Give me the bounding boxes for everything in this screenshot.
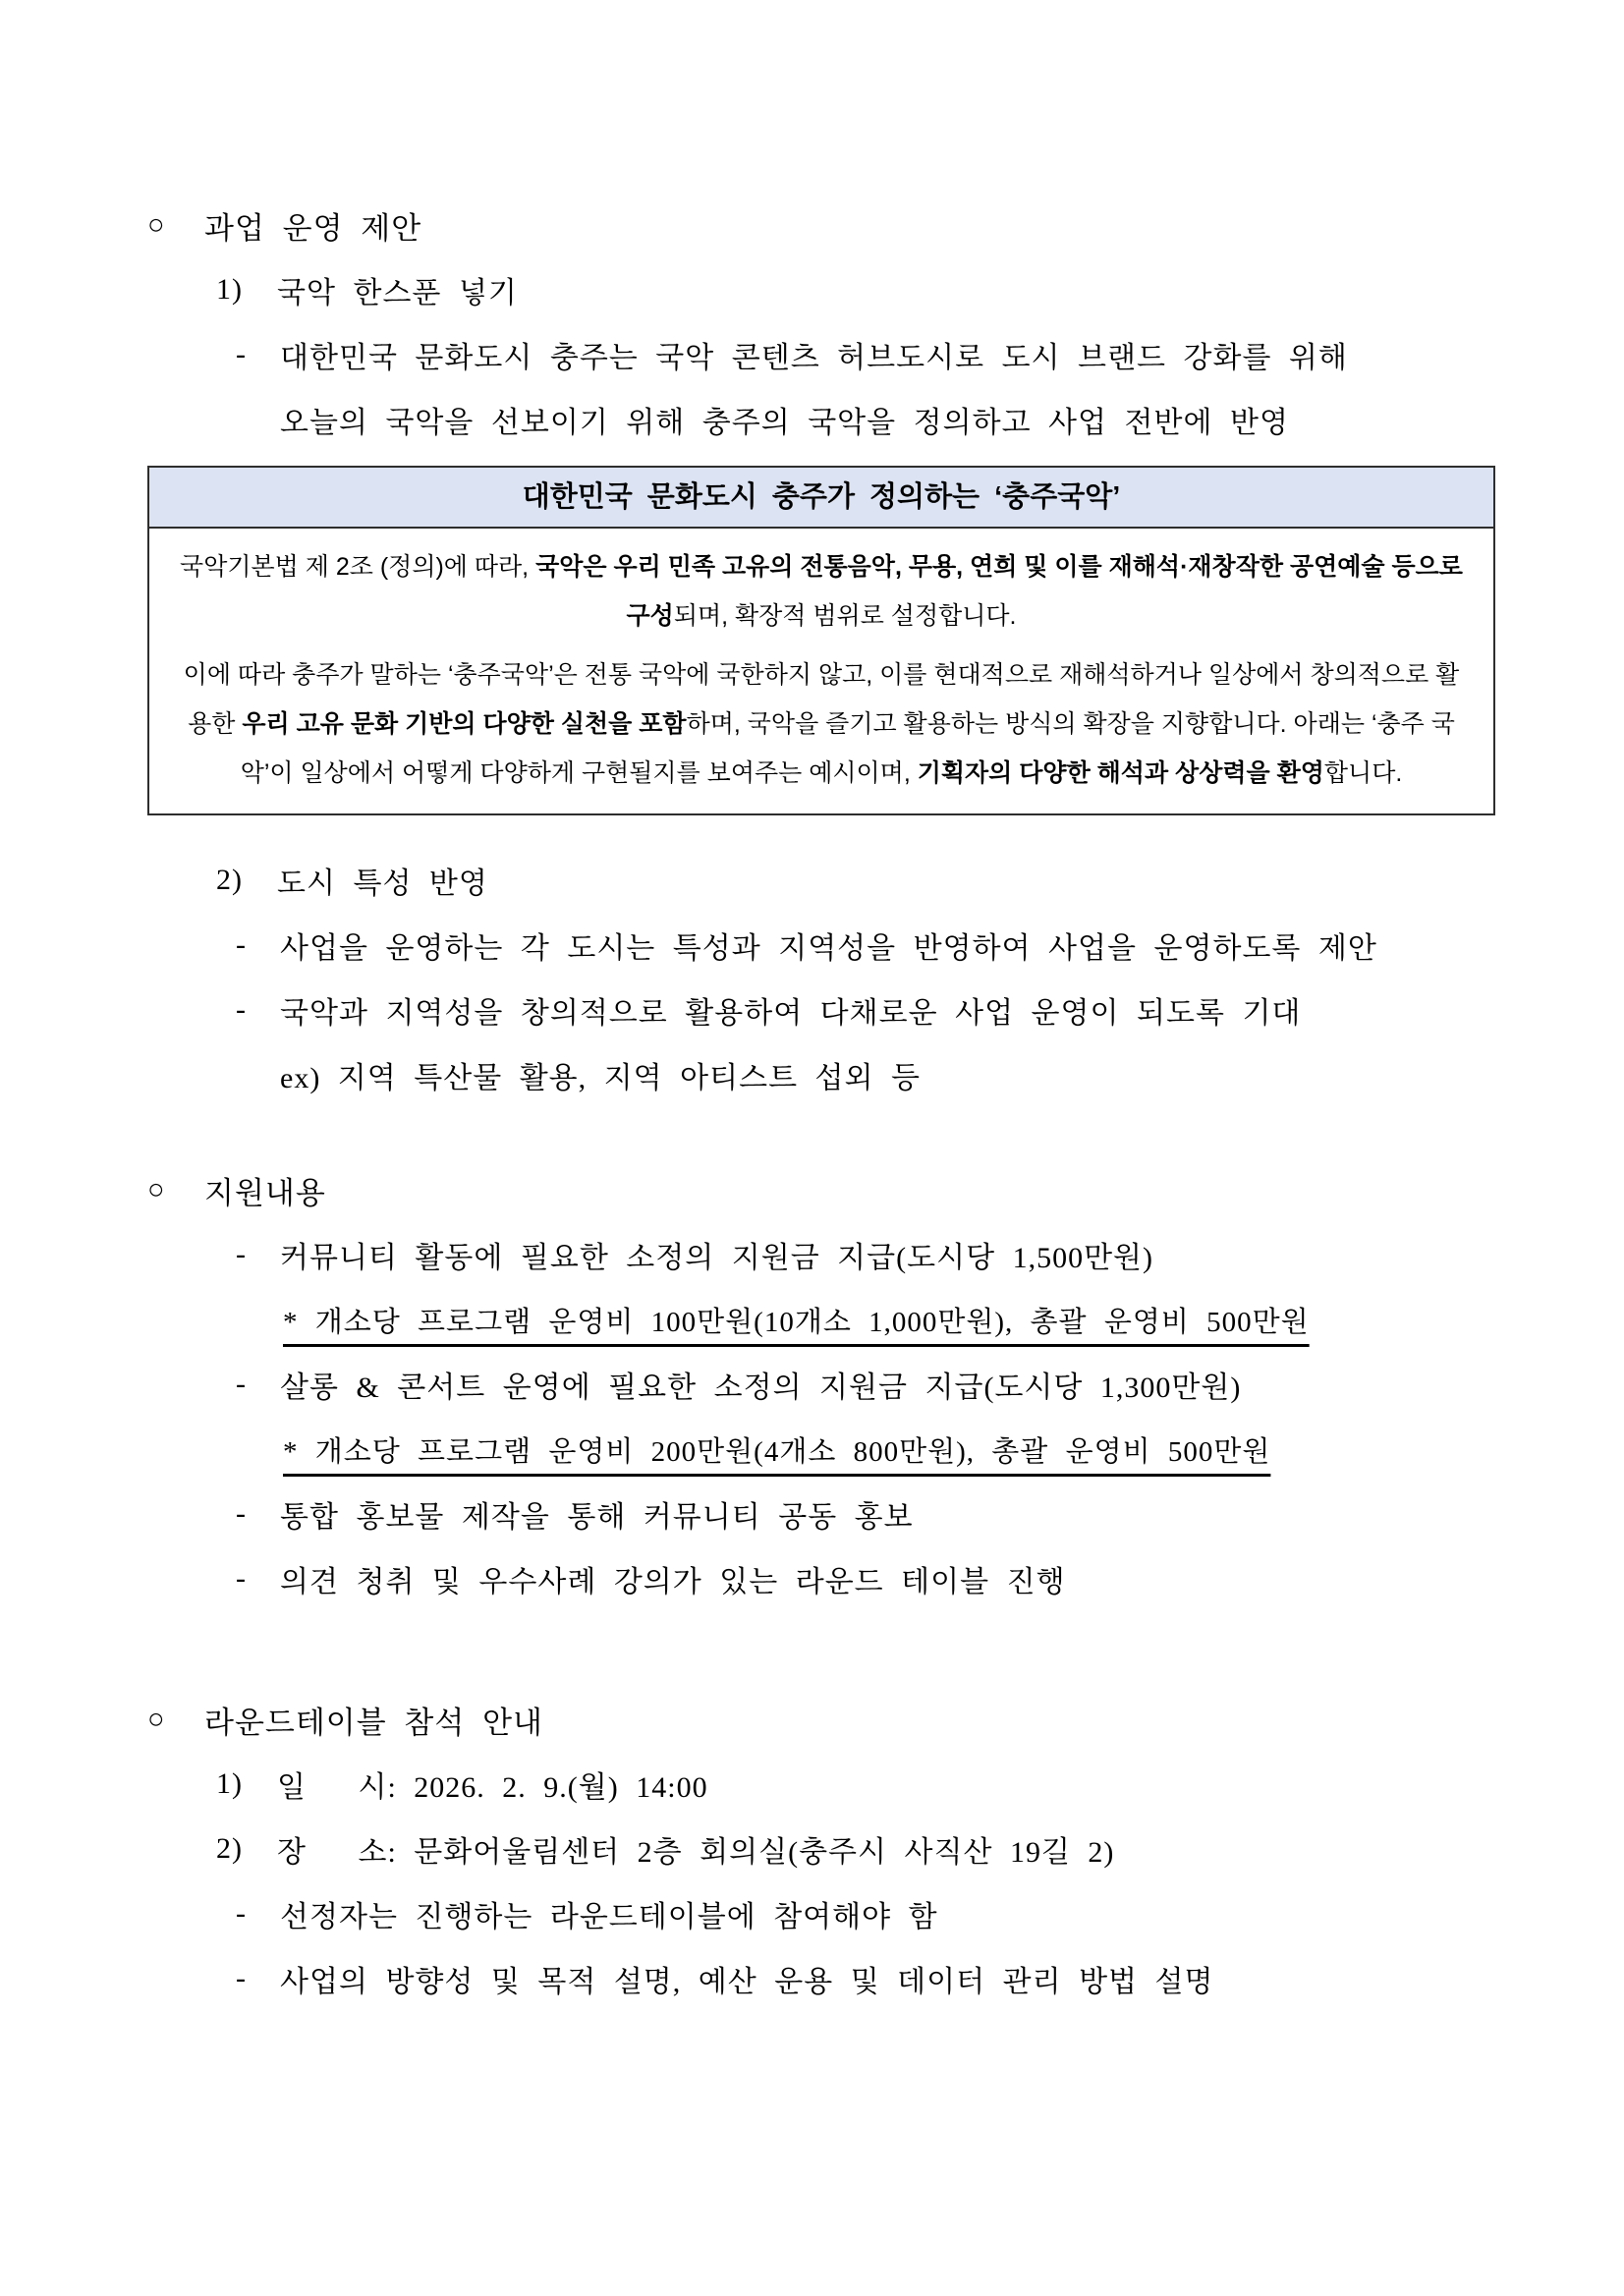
circle-bullet-icon: ○ — [147, 1173, 166, 1205]
dash-bullet-icon: - — [236, 928, 247, 961]
item-number: 2) — [216, 1832, 243, 1865]
dash-bullet-icon: - — [236, 1897, 247, 1930]
bullet-line-city-brand — [147, 322, 1495, 387]
circle-bullet-icon: ○ — [147, 208, 166, 241]
item-number: 1) — [216, 1767, 243, 1800]
numbered-item-city-character — [147, 848, 1495, 913]
section-heading-roundtable — [147, 1687, 1495, 1752]
section-title: 라운드테이블 참석 안내 — [204, 1705, 543, 1740]
definition-paragraph-1: 국악기본법 제 2조 (정의)에 따라, 국악은 우리 민족 고유의 전통음악, 무용, 연희 및 이를 재해석·재창작한 공연예술 등으로 구성되며, 확장적 범위로 설정합니다. — [180, 553, 1463, 630]
note-line-underlined-1 — [147, 1287, 1495, 1352]
item-number: 1) — [216, 273, 243, 306]
item-title: 도시 특성 반영 — [277, 868, 488, 900]
bullet-text: 사업을 운영하는 각 도시는 특성과 지역성을 반영하여 사업을 운영하도록 제안 — [280, 932, 1377, 965]
item-text: 장 소: 문화어울림센터 2층 회의실(충주시 사직산 19길 2) — [277, 1836, 1115, 1869]
item-text: 일 시: 2026. 2. 9.(월) 14:00 — [277, 1771, 708, 1804]
dash-bullet-icon: - — [236, 1368, 247, 1400]
note-text: * 개소당 프로그램 운영비 100만원(10개소 1,000만원), 총괄 운영비 500만원 — [283, 1306, 1310, 1338]
item-title: 국악 한스푼 넣기 — [277, 277, 518, 309]
note-line-underlined-2 — [147, 1417, 1495, 1482]
section-title: 과업 운영 제안 — [204, 210, 422, 246]
section-title: 지원내용 — [204, 1175, 326, 1210]
item-number: 2) — [216, 864, 243, 896]
continuation-line-city-brand: 오늘의 국악을 선보이기 위해 충주의 국악을 정의하고 사업 전반에 반영 — [280, 407, 1289, 439]
bullet-text: 대한민국 문화도시 충주는 국악 콘텐츠 허브도시로 도시 브랜드 강화를 위해 — [280, 342, 1348, 374]
dash-bullet-icon: - — [236, 993, 247, 1026]
bullet-text: 선정자는 진행하는 라운드테이블에 참여해야 함 — [280, 1901, 938, 1933]
section-heading-support — [147, 1157, 1495, 1222]
bullet-line-city-operate — [147, 913, 1495, 978]
note-text: * 개소당 프로그램 운영비 200만원(4개소 800만원), 총괄 운영비 500만원 — [283, 1435, 1271, 1468]
definition-paragraph-2: 이에 따라 충주가 말하는 ‘충주국악’은 전통 국악에 국한하지 않고, 이를 현대적으로 재해석하거나 일상에서 창의적으로 활용한 우리 고유 문화 기반의 다양한 실천을 포함하며, 국악을 즐기고 활용하는 방식의 확장을 지향합니다. 아래는 ‘충주 국악’이 일상에서 어떻게 다양하게 구현될지를 보여주는 예시이며, 기획자의 다양한 해석과 상상력을 환영합니다. — [183, 661, 1460, 787]
dash-bullet-icon: - — [236, 338, 247, 370]
bullet-line-salon-concert — [147, 1352, 1495, 1417]
dash-bullet-icon: - — [236, 1962, 247, 1994]
bullet-line-explanation — [147, 1946, 1495, 2011]
dash-bullet-icon: - — [236, 1497, 247, 1530]
numbered-item-datetime — [147, 1752, 1495, 1817]
bullet-text: 커뮤니티 활동에 필요한 소정의 지원금 지급(도시당 1,500만원) — [280, 1242, 1154, 1274]
bullet-text: 의견 청취 및 우수사례 강의가 있는 라운드 테이블 진행 — [280, 1566, 1066, 1598]
section-heading-task-operation — [147, 193, 1495, 257]
definition-box-header: 대한민국 문화도시 충주가 정의하는 ‘충주국악’ — [149, 468, 1493, 529]
numbered-item-gugak-spoon — [147, 257, 1495, 322]
dash-bullet-icon: - — [236, 1238, 247, 1270]
definition-box-body — [149, 529, 1493, 813]
bullet-text: 사업의 방향성 및 목적 설명, 예산 운용 및 데이터 관리 방법 설명 — [280, 1966, 1214, 1998]
definition-box — [147, 466, 1495, 815]
bullet-text: 살롱 & 콘서트 운영에 필요한 소정의 지원금 지급(도시당 1,300만원) — [280, 1372, 1242, 1404]
bullet-line-roundtable-lecture — [147, 1546, 1495, 1611]
bullet-line-must-attend — [147, 1881, 1495, 1946]
bullet-text: 국악과 지역성을 창의적으로 활용하여 다채로운 사업 운영이 되도록 기대 — [280, 997, 1302, 1030]
bullet-line-creative-use — [147, 978, 1495, 1042]
document-content — [147, 193, 1495, 2011]
dash-bullet-icon: - — [236, 1562, 247, 1595]
numbered-item-location — [147, 1817, 1495, 1881]
bullet-line-joint-promotion — [147, 1482, 1495, 1546]
bullet-text: 통합 홍보물 제작을 통해 커뮤니티 공동 홍보 — [280, 1501, 914, 1534]
bullet-line-community-fund — [147, 1222, 1495, 1287]
circle-bullet-icon: ○ — [147, 1703, 166, 1735]
example-line: ex) 지역 특산물 활용, 지역 아티스트 섭외 등 — [280, 1062, 921, 1094]
